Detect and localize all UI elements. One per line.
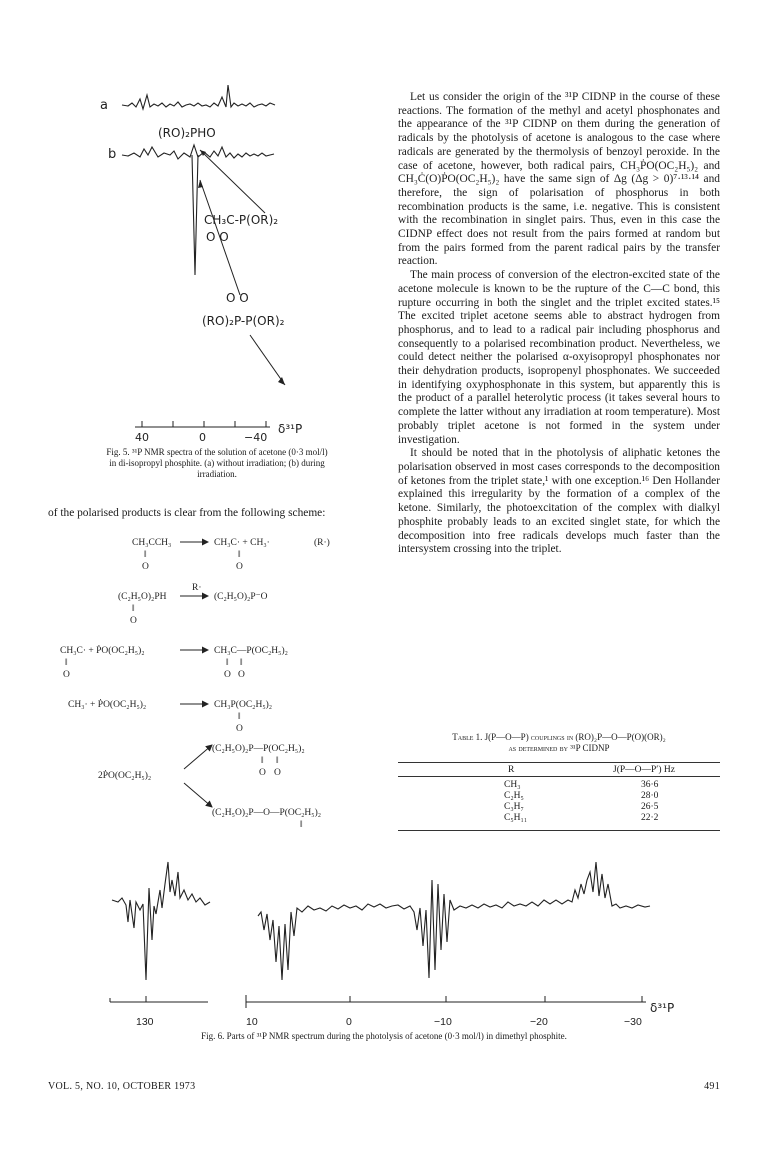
table1-header-j: J(P—O—P′) Hz bbox=[613, 765, 675, 775]
fig6-tick-minus30: −30 bbox=[624, 1016, 642, 1028]
svg-text:O: O bbox=[236, 724, 243, 734]
svg-text:‖: ‖ bbox=[276, 756, 279, 766]
left-column-text: of the polarised products is clear from the following scheme: bbox=[48, 507, 326, 519]
table1-header-row bbox=[398, 765, 720, 777]
table-row: CH₃ 36·6 bbox=[504, 780, 659, 790]
fig5-struct-pyro: (RO)₂P-P(OR)₂ bbox=[202, 314, 285, 328]
fig5-tick-minus40: −40 bbox=[244, 431, 268, 444]
fig5-spectra bbox=[100, 85, 380, 445]
scheme-r5-left: 2ṖO(OC₂H₅)₂ bbox=[98, 771, 152, 781]
paragraph-cidnp-origin: Let us consider the origin of the ³¹P CIDNP in the course of these reactions. The formation of the methyl and acetyl phosphonates and the appearance of the ³¹P CIDNP on them during the generation of radicals by the photolysis of acetone is analogous to the case where radicals are generated by the thermolysis of benzoyl peroxide. In the case of acetone, however, both radical pairs, CH₃ṖO(OC₂H₅)₂ and CH₃Ċ(O)ṖO(OC₂H₅)₂ have the same sign of Δg (Δg > 0)⁷·¹³·¹⁴ and therefore, the sign of polarisation of phosphorus in both recombination products is the same, i.e. negative. This is consistent with the recombination in singlet pairs. Thus, even in this case the CIDNP effect does not result from the pairs formed at random but from the pairs formed from the parent radical pairs by the transfer reaction. bbox=[398, 91, 720, 268]
scheme-r5-top: (C₂H₅O)₂P—P(OC₂H₅)₂ bbox=[212, 744, 305, 754]
svg-text:‖: ‖ bbox=[132, 604, 135, 614]
scheme-r3-right: CH₃C—P(OC₂H₅)₂ bbox=[214, 646, 288, 656]
fig5-caption-line2: in di-isopropyl phosphite. (a) without irradiation; (b) during bbox=[109, 458, 325, 468]
svg-text:O: O bbox=[236, 562, 243, 572]
table-row: C₂H₅ 28·0 bbox=[504, 791, 659, 801]
fig5-caption-line3: irradiation. bbox=[197, 469, 237, 479]
scheme-r4-right: CH₃P(OC₂H₅)₂ bbox=[214, 700, 273, 710]
page-number: 491 bbox=[704, 1081, 720, 1092]
fig6-tick-minus20: −20 bbox=[530, 1016, 548, 1028]
scheme-r1-tag: (R·) bbox=[314, 538, 330, 548]
footer-journal-info: VOL. 5, NO. 10, OCTOBER 1973 bbox=[48, 1081, 196, 1092]
table1-bottom-rule bbox=[398, 830, 720, 831]
svg-text:O: O bbox=[142, 562, 149, 572]
fig6-caption: Fig. 6. Parts of ³¹P NMR spectrum during the photolysis of acetone (0·3 mol/l) in dimethyl phosphite. bbox=[201, 1031, 567, 1041]
svg-text:O: O bbox=[224, 670, 231, 680]
paragraph-aliphatic-ketones: It should be noted that in the photolysis of aliphatic ketones the polarisation observed in most cases corresponds to the decomposition of ketones from the triplet state,¹ with one exception.¹⁶ Den Hollander explained this irregularity by the formation of a complex of the ketone. Similarly, the photoexcitation of the complex with dialkyl phosphite probably leads to an excited singlet state, for which the decomposition into free radicals develops much faster than the intersystem crossing into the triplet. bbox=[398, 447, 720, 556]
fig5-struct-acetylphosphonate: CH₃C-P(OR)₂ bbox=[204, 213, 279, 227]
fig5-tick-0: 0 bbox=[199, 431, 206, 444]
scheme-r5-bottom: (C₂H₅O)₂P—O—P(OC₂H₅)₂ bbox=[212, 808, 322, 818]
table1-title-line1: Table 1. J(P—O—P) couplings in (RO)₂P—O—P(O)(OR)₂ bbox=[452, 732, 666, 742]
table1-title-line2: as determined by ³¹P CIDNP bbox=[508, 743, 610, 753]
fig5-label-a: a bbox=[100, 98, 108, 113]
table-row: C₅H₁₁ 22·2 bbox=[504, 813, 659, 823]
scheme-r4-left: CH₃· + ṖO(OC₂H₅)₂ bbox=[68, 700, 147, 710]
fig6-tick-0: 0 bbox=[346, 1016, 352, 1028]
fig6-tick-130: 130 bbox=[136, 1016, 154, 1028]
svg-text:‖: ‖ bbox=[261, 756, 264, 766]
scheme-r2-right: (C₂H₅O)₂P⁻O bbox=[214, 592, 268, 602]
fig5-tick-40: 40 bbox=[135, 431, 149, 444]
scheme-r3-left: CH₃C· + ṖO(OC₂H₅)₂ bbox=[60, 646, 145, 656]
fig6-tick-minus10: −10 bbox=[434, 1016, 452, 1028]
svg-text:O: O bbox=[259, 768, 266, 778]
scheme-r2-left: (C₂H₅O)₂PH bbox=[118, 592, 167, 602]
fig6-axis-symbol: δ³¹P bbox=[650, 1001, 675, 1015]
svg-text:‖: ‖ bbox=[144, 550, 147, 560]
fig5-label-b: b bbox=[108, 147, 117, 162]
fig5-axis-symbol: δ³¹P bbox=[278, 422, 303, 436]
svg-text:‖: ‖ bbox=[238, 550, 241, 560]
fig6-tick-10: 10 bbox=[246, 1016, 258, 1028]
scheme-r1-right: CH₃C· + CH₃· bbox=[214, 538, 270, 548]
fig6-spectrum bbox=[90, 850, 690, 1040]
fig5-struct-phosphite: (RO)₂PHO bbox=[158, 126, 216, 140]
table1 bbox=[398, 765, 720, 824]
fig5-struct-acetylphosphonate-o: O O bbox=[206, 230, 229, 244]
fig5-caption bbox=[52, 447, 382, 480]
svg-text:‖: ‖ bbox=[240, 658, 243, 668]
svg-text:O: O bbox=[238, 670, 245, 680]
svg-text:‖: ‖ bbox=[65, 658, 68, 668]
scheme-r1-left: CH₃CCH₃ bbox=[132, 538, 172, 548]
svg-text:O: O bbox=[63, 670, 70, 680]
fig5-caption-line1: Fig. 5. ³¹P NMR spectra of the solution of acetone (0·3 mol/l) bbox=[106, 447, 328, 457]
scheme-r2-over: R· bbox=[192, 583, 202, 593]
table1-header-r: R bbox=[508, 765, 515, 775]
fig5-struct-pyro-o: O O bbox=[226, 291, 249, 305]
reaction-scheme bbox=[60, 533, 380, 833]
svg-text:‖: ‖ bbox=[300, 820, 303, 830]
paragraph-acetone-conversion: The main process of conversion of the electron-excited state of the acetone molecule is known to be the rupture of the C—C bond, this rupture occurring in both the singlet and the triplet excited states.¹⁵ The excited triplet acetone seems able to abstract hydrogen from phosphorus, and to lead to a radical pair including phosphorus and consequently to a polarised recombination product. Nevertheless, we could detect neither the polarised α-oxyisopropyl phosphonates nor their dehydration products, isopropenyl phosphonates. We succeeded in identifying oxyphosphonate in this system, but apparently this is the product of a parallel heterolytic process (it takes several hours to complete the latter without any irradiation at room temperature). Most probably triplet acetone is not formed in the system under investigation. bbox=[398, 269, 720, 446]
svg-text:O: O bbox=[130, 616, 137, 626]
right-column-text bbox=[398, 91, 720, 557]
svg-text:‖: ‖ bbox=[226, 658, 229, 668]
svg-text:‖: ‖ bbox=[238, 712, 241, 722]
svg-text:O: O bbox=[274, 768, 281, 778]
table1-top-rule bbox=[398, 762, 720, 763]
table1-title bbox=[398, 732, 720, 754]
table-row: C₃H₇ 26·5 bbox=[504, 802, 659, 812]
